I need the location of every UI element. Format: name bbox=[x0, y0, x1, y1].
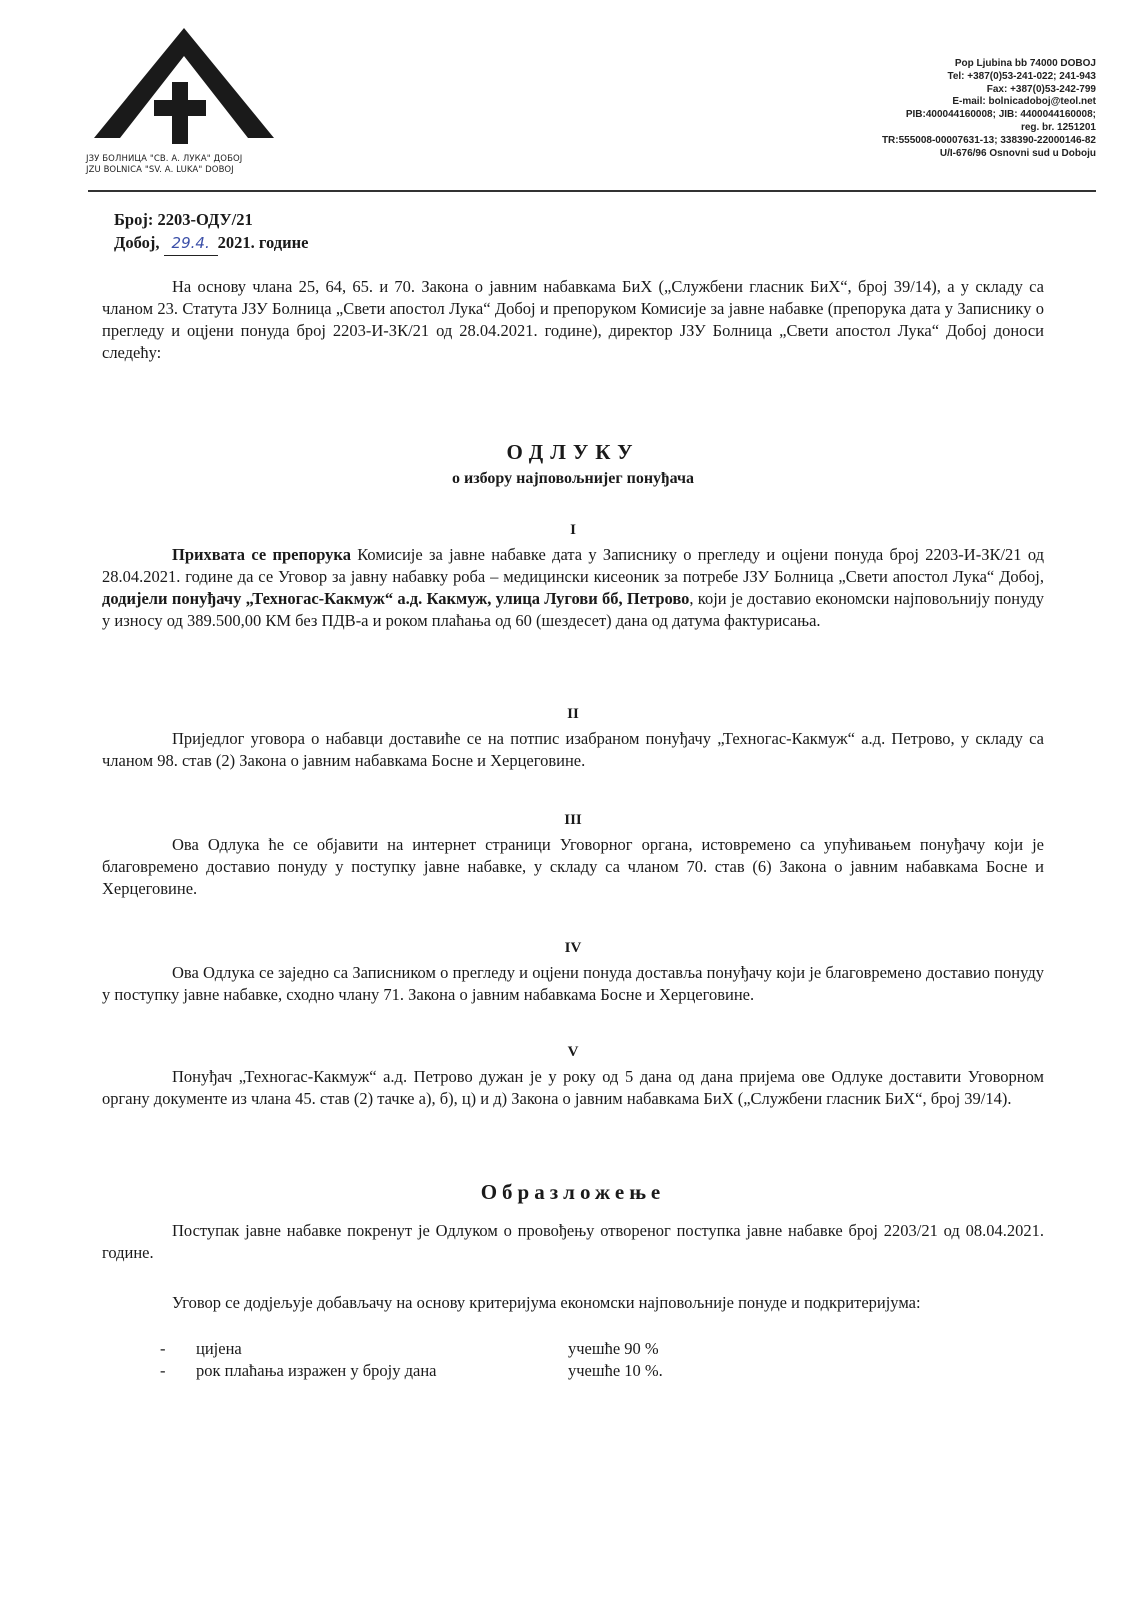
section-5-paragraph bbox=[102, 1066, 1044, 1110]
section-4-number: IV bbox=[564, 940, 582, 956]
contact-fax: Fax: +387(0)53-242-799 bbox=[986, 83, 1096, 95]
section-3-number: III bbox=[564, 812, 582, 828]
reasoning-paragraph-1 bbox=[102, 1220, 1044, 1264]
reasoning-paragraph-2 bbox=[102, 1292, 1044, 1314]
header-divider bbox=[88, 190, 1096, 192]
section-1-paragraph bbox=[102, 544, 1044, 632]
list-item bbox=[160, 1338, 860, 1360]
criterion-weight: учешће 10 %. bbox=[568, 1361, 663, 1380]
org-name-cyrillic: ЈЗУ БОЛНИЦА "СВ. А. ЛУКА" ДОБОЈ bbox=[86, 154, 243, 164]
section-1-text-b: , који је доставио економски најповољнију понуду у износу од 389.500,00 КМ без ПДВ-а и роком плаћања од 60 (шездесет) дана од датума фактурисања. bbox=[102, 589, 1044, 630]
section-2-number: II bbox=[567, 706, 579, 722]
criterion-weight: учешће 90 % bbox=[568, 1339, 659, 1358]
decision-title: ОДЛУКУ bbox=[506, 440, 640, 464]
section-3-paragraph bbox=[102, 834, 1044, 900]
reasoning-title: Образложење bbox=[480, 1180, 666, 1204]
contact-tax-ids: PIB:400044160008; JIB: 4400044160008; bbox=[905, 109, 1096, 121]
criterion-label: рок плаћања изражен у броју дана bbox=[196, 1361, 437, 1380]
section-2-paragraph bbox=[102, 728, 1044, 772]
contact-court-register: U/I-676/96 Osnovni sud u Doboju bbox=[939, 147, 1096, 159]
list-bullet: - bbox=[160, 1361, 166, 1380]
criterion-label: цијена bbox=[196, 1339, 242, 1358]
section-1-text-a: Комисије за јавне набавке дата у Записнику о прегледу и оцјени понуда број 2203-И-ЗК/21 од 28.04.2021. године да се Уговор за јавну набавку роба – медицински кисеоник за потребе ЈЗУ Болница „Свети апостол Лука“ Добој, bbox=[102, 545, 1045, 586]
section-4-text: Ова Одлука се заједно са Записником о прегледу и оцјени понуда доставља понуђачу који је благовремено доставио понуду у поступку јавне набавке, сходно члану 71. Закона о јавним набавкама Босне и Херцеговине. bbox=[102, 963, 1044, 1004]
org-name-latin: JZU BOLNICA "SV. A. LUKA" DOBOJ bbox=[86, 165, 234, 175]
logo-mark-icon bbox=[86, 26, 282, 152]
intro-paragraph bbox=[102, 276, 1044, 364]
section-5-text: Понуђач „Техногас-Какмуж“ а.д. Петрово дужан је у року од 5 дана од дана пријема ове Одлуке доставити Уговорном органу документе из члана 45. став (2) тачке а), б), ц) и д) Закона о јавним набавкама БиХ („Службени гласник БиХ“, број 39/14). bbox=[102, 1067, 1044, 1108]
contact-address: Pop Ljubina bb 74000 DOBOJ bbox=[954, 58, 1096, 69]
list-item bbox=[160, 1360, 860, 1382]
intro-text: На основу члана 25, 64, 65. и 70. Закона о јавним набавкама БиХ („Службени гласник БиХ“, број 39/14), а у складу са чланом 23. Статута ЈЗУ Болница „Свети апостол Лука“ Добој и препоруком Комисије за јавне набавке (препорука дата у Записнику о прегледу и оцјени понуда број 2203-И-ЗК/21 од 28.04.2021. године), директор ЈЗУ Болница „Свети апостол Лука“ Добој доноси следећу: bbox=[102, 277, 1044, 362]
logo-caption bbox=[86, 154, 282, 176]
section-4-paragraph bbox=[102, 962, 1044, 1006]
list-bullet: - bbox=[160, 1339, 166, 1358]
handwritten-date: 29.4. bbox=[164, 232, 218, 256]
contact-email: E-mail: bolnicadoboj@teol.net bbox=[952, 96, 1096, 108]
reasoning-text-1: Поступак јавне набавке покренут је Одлуком о провођењу отвореног поступка јавне набавке број 2203/21 од 08.04.2021. године. bbox=[102, 1221, 1044, 1262]
contact-phone: Tel: +387(0)53-241-022; 241-943 bbox=[947, 70, 1096, 82]
reference-date bbox=[114, 231, 308, 256]
contact-bank-accounts: TR:555008-00007631-13; 338390-22000146-82 bbox=[881, 134, 1096, 146]
reference-block bbox=[114, 208, 308, 256]
section-1-bold-start: Прихвата се препорука bbox=[172, 545, 351, 564]
section-2-text: Приједлог уговора о набавци доставиће се на потпис изабраном понуђачу „Техногас-Какмуж“ а.д. Петрово, у складу са чланом 98. став (2) Закона о јавним набавкама Босне и Херцеговине. bbox=[102, 729, 1044, 770]
criteria-list bbox=[160, 1338, 860, 1382]
date-suffix: 2021. године bbox=[217, 233, 309, 252]
decision-subtitle: о избору најповољнијег понуђача bbox=[451, 470, 695, 487]
reasoning-text-2: Уговор се додјељује добављачу на основу критеријума економски најповољније понуде и подкритеријума: bbox=[172, 1293, 921, 1312]
section-3-text: Ова Одлука ће се објавити на интернет страници Уговорног органа, истовремено са упућивањем понуђачу који је благовремено доставио понуду у поступку јавне набавке, у складу са чланом 70. став (6) Закона о јавним набавкама Босне и Херцеговине. bbox=[102, 835, 1044, 898]
section-1-number: I bbox=[570, 522, 576, 538]
hospital-logo bbox=[86, 26, 282, 186]
contact-block bbox=[882, 58, 1096, 160]
contact-reg-number: reg. br. 1251201 bbox=[1020, 121, 1096, 133]
reference-number: Број: 2203-ОДУ/21 bbox=[114, 210, 253, 229]
section-1-bold-awardee: додијели понуђачу „Техногас-Какмуж“ а.д. Какмуж, улица Лугови бб, Петрово bbox=[102, 589, 690, 608]
date-prefix: Добој, bbox=[114, 233, 160, 252]
section-5-number: V bbox=[567, 1044, 579, 1060]
